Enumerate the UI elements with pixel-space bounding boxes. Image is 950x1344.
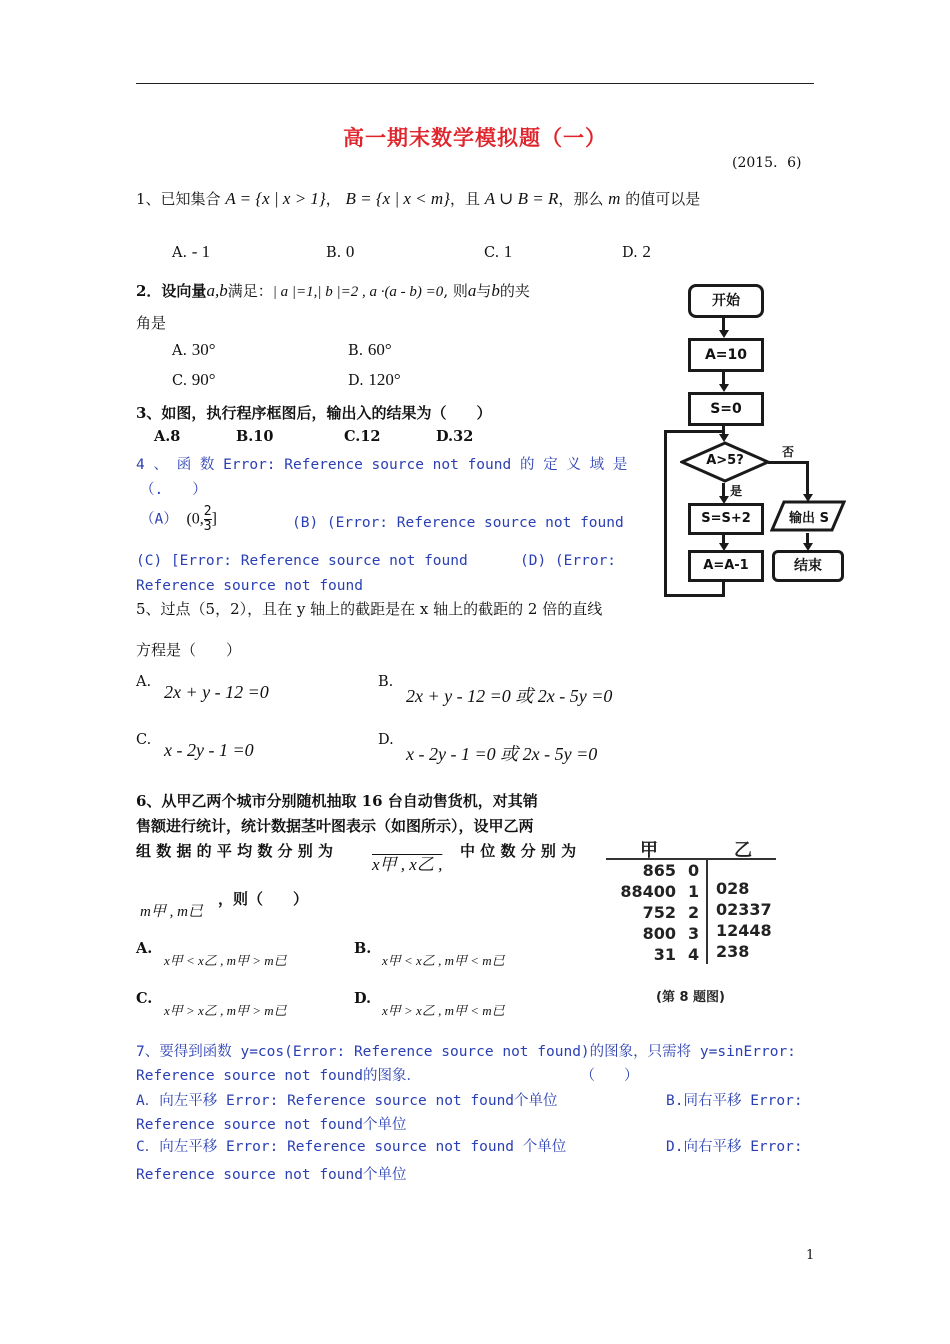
q7-option-b-cont: Reference source not found个单位 [136, 1117, 407, 1133]
flowchart-end: 结束 [772, 550, 844, 582]
q5-option-a: 2x + y - 12 =0 [164, 682, 269, 702]
q5-option-a-label: A. [136, 674, 152, 690]
stemleaf-left-3: 800 [642, 924, 676, 943]
stemleaf-left-4: 31 [653, 945, 676, 964]
question-7-line2: Reference source not found的图象． （ ） [136, 1068, 639, 1084]
q6-medians: m甲 , m已 [140, 904, 203, 920]
page-title: 高一期末数学模拟题（一） [343, 125, 607, 150]
question-6-line4: ，则（ ） [218, 890, 309, 908]
q6-option-c-label: C. [136, 990, 153, 1007]
q1-option-a: A. - 1 [172, 242, 211, 261]
stemleaf-stem-2: 2 [688, 903, 700, 922]
q5-option-b-label: B. [378, 674, 394, 690]
set-a: A = {x | x > 1} [225, 189, 326, 208]
q3-option-a: A.8 [154, 428, 181, 445]
stemleaf-header-right: 乙 [734, 840, 752, 861]
q4-option-b: (B) (Error: Reference source not found [292, 515, 624, 531]
q7-option-d-cont: Reference source not found个单位 [136, 1167, 407, 1183]
question-5: 5、过点（5，2），且在 y 轴上的截距是在 x 轴上的截距的 2 倍的直线 [136, 600, 603, 618]
set-b: B = {x | x < m} [345, 189, 450, 208]
stemleaf-right-1: 028 [716, 879, 750, 898]
flowchart-assign-s: S=0 [688, 392, 764, 426]
q6-option-c: x甲 > x乙 , m甲 > m已 [164, 1003, 287, 1018]
flowchart-assign-a: A=10 [688, 338, 764, 372]
q6-option-a-label: A. [136, 940, 153, 957]
q7-option-d: D.向右平移 Error: [666, 1139, 803, 1155]
stemleaf-caption: (第 8 题图) [656, 990, 725, 1005]
question-5-line2: 方程是（ ） [136, 641, 242, 659]
q3-option-d: D.32 [436, 428, 474, 445]
stemleaf-right-2: 02337 [716, 900, 772, 919]
q4-option-c: (C) [Error: Reference source not found [136, 553, 468, 569]
stemleaf-left-1: 88400 [620, 882, 676, 901]
stemleaf-stem-1: 1 [688, 882, 700, 901]
question-2-line2: 角是 [136, 314, 167, 332]
q6-option-d: x甲 > x乙 , m甲 < m已 [382, 1003, 505, 1018]
q1-option-c: C. 1 [484, 242, 513, 261]
flowchart-start: 开始 [688, 284, 764, 318]
q2-option-d: D. 120° [348, 370, 401, 389]
union-condition: A ∪ B = R [484, 189, 559, 208]
q6-option-a: x甲 < x乙 , m甲 > m已 [164, 953, 287, 968]
question-6-line3b: 中 位 数 分 别 为 [460, 842, 577, 860]
q3-option-b: B.10 [236, 428, 274, 445]
question-3: 3、如图，执行程序框图后，输出入的结果为（ ） [136, 404, 492, 422]
q6-means: x甲 , x乙 , [372, 855, 443, 874]
stemleaf-left-0: 865 [642, 861, 676, 880]
q5-option-c-label: C. [136, 732, 152, 748]
q7-option-c: C．向左平移 Error: Reference source not found 个单位 [136, 1139, 567, 1155]
q5-option-d: x - 2y - 1 =0 或 2x - 5y =0 [406, 744, 598, 764]
q5-option-c: x - 2y - 1 =0 [164, 740, 254, 760]
exam-date: (2015．6) [732, 155, 802, 171]
flowchart-no-label: 否 [782, 445, 795, 459]
stemleaf-stem-3: 3 [688, 924, 700, 943]
q6-option-b: x甲 < x乙 , m甲 < m已 [382, 953, 505, 968]
q6-option-d-label: D. [354, 990, 372, 1007]
q6-option-b-label: B. [354, 940, 372, 957]
q7-option-a: A．向左平移 Error: Reference source not found个单位 [136, 1093, 558, 1109]
flowchart-condition-text: A>5? [706, 453, 744, 468]
q2-option-b: B. 60° [348, 340, 392, 359]
question-4-line2: （. ） [140, 482, 207, 498]
q3-option-c: C.12 [344, 428, 381, 445]
question-7: 7、要得到函数 y=cos(Error: Reference source not found)的图象，只需将 y=sinError: [136, 1044, 796, 1060]
stemleaf-top-rule [606, 858, 776, 860]
question-6: 6、从甲乙两个城市分别随机抽取 16 台自动售货机，对其销 [136, 792, 538, 810]
q5-option-d-label: D. [378, 732, 394, 748]
question-6-line3: 组 数 据 的 平 均 数 分 别 为 [136, 842, 334, 860]
question-2: 2．设向量a,b满足：| a |=1,| b |=2 , a ·(a - b) =0, 则a与b的夹 [136, 281, 530, 300]
stemleaf-right-4: 238 [716, 942, 750, 961]
q2-option-c: C. 90° [172, 370, 216, 389]
q5-option-b: 2x + y - 12 =0 或 2x - 5y =0 [406, 686, 613, 706]
stemleaf-header-left: 甲 [640, 840, 658, 861]
flowchart-update-s: S=S+2 [688, 503, 764, 535]
q4-option-d: (D) (Error: [520, 553, 617, 569]
top-rule [136, 83, 814, 84]
flowchart-update-a: A=A-1 [688, 550, 764, 582]
stemleaf-left-2: 752 [642, 903, 676, 922]
stemleaf-stem-rule [706, 858, 708, 964]
stemleaf-stem-4: 4 [688, 945, 700, 964]
q7-option-b: B.同右平移 Error: [666, 1093, 803, 1109]
q2-option-a: A. 30° [172, 340, 216, 359]
question-1: 1、已知集合 A = {x | x > 1}， B = {x | x < m}，且 A ∪ B = R，那么 m 的值可以是 [136, 189, 701, 208]
q4-option-d-cont: Reference source not found [136, 578, 363, 594]
stemleaf-stem-0: 0 [688, 861, 700, 880]
flowchart-yes-label: 是 [730, 484, 743, 498]
flowchart-output-text: 输出 S [789, 511, 829, 526]
page-number: 1 [806, 1248, 815, 1263]
question-6-line2: 售额进行统计，统计数据茎叶图表示（如图所示），设甲乙两 [136, 817, 534, 835]
q1-option-d: D. 2 [622, 242, 651, 261]
stemleaf-right-3: 12448 [716, 921, 772, 940]
q4-option-a: （A） (0, $\frac{2}{3}$ ] [140, 504, 217, 534]
question-4: 4 、 函 数 Error: Reference source not found 的 定 义 域 是 [136, 457, 628, 473]
q1-option-b: B. 0 [326, 242, 355, 261]
